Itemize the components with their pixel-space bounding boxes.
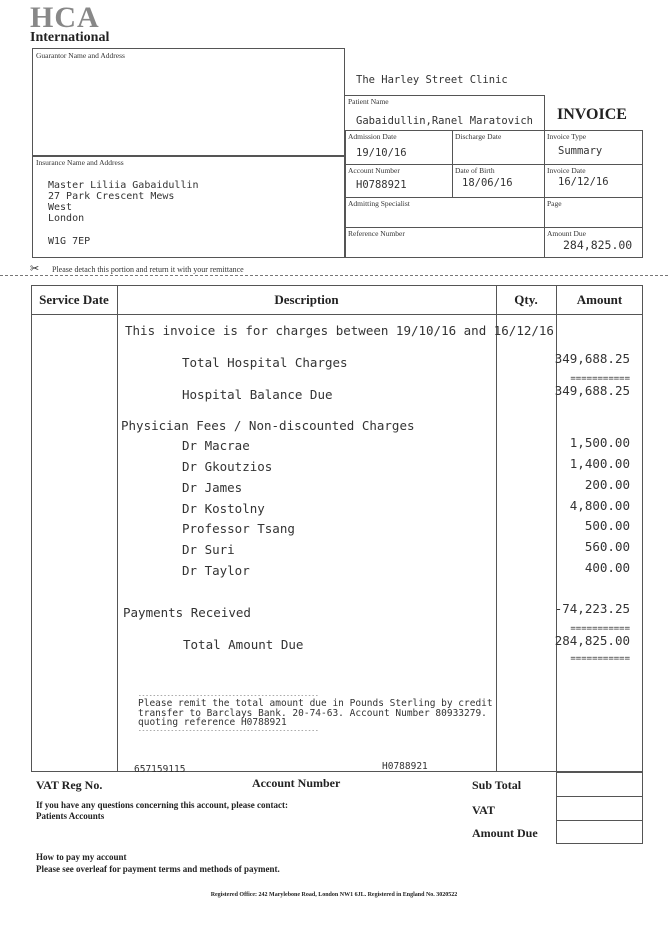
separator-3: =========== [570,654,630,664]
scissors-icon: ✂ [30,263,40,275]
insurance-line-1: Master Liliia Gabaidullin [48,180,199,191]
patients-accounts: Patients Accounts [36,811,105,821]
grid-line [345,197,643,198]
detach-line [0,275,668,276]
total-due-label: Total Amount Due [183,637,304,652]
hospital-balance-amount: 349,688.25 [554,383,630,398]
physician-name: Dr Macrae [182,438,250,453]
page-label: Page [547,199,562,208]
insurance-label: Insurance Name and Address [36,158,124,167]
detach-instruction: Please detach this portion and return it with your remittance [52,265,244,274]
separator-1: =========== [570,374,630,384]
physician-name: Dr James [182,480,243,495]
grid-line [345,227,643,228]
physician-name: Dr Kostolny [182,501,265,516]
guarantor-label: Guarantor Name and Address [36,51,125,60]
vat-value: 657159115 [134,764,186,775]
table-column-line [496,285,497,772]
physician-name: Dr Gkoutzios [182,459,273,474]
invoice-type-label: Invoice Type [547,132,587,141]
grid-line [452,130,453,197]
header-amount: Amount [576,292,623,307]
physician-amount: 560.00 [584,539,630,554]
total-hospital-amount: 349,688.25 [554,351,630,366]
invoice-date: 16/12/16 [558,176,609,188]
invoice-date-label: Invoice Date [547,166,586,175]
amount-due-footer-label: Amount Due [472,826,538,840]
grid-line [345,164,643,165]
amount-due-top: 284,825.00 [563,238,633,252]
remit-notice [138,693,493,734]
admission-date: 19/10/16 [356,147,407,159]
physician-amount: 1,400.00 [569,456,630,471]
physician-amount: 200.00 [584,477,630,492]
remit-line-3: quoting reference H0788921 [138,717,287,728]
date-of-birth: 18/06/16 [462,177,513,189]
registered-office: Registered Office: 242 Marylebone Road, London NW1 6JL. Registered in England No. 3020522 [210,892,458,898]
reference-number-label: Reference Number [348,229,405,238]
account-value: H0788921 [382,761,428,772]
physician-heading: Physician Fees / Non-discounted Charges [121,418,415,433]
physician-amount: 1,500.00 [569,435,630,450]
invoice-intro: This invoice is for charges between 19/10/16 and 16/12/16 [125,323,554,338]
admission-date-label: Admission Date [348,132,397,141]
sub-total-label: Sub Total [472,778,522,792]
physician-name: Dr Taylor [182,563,250,578]
total-hospital-label: Total Hospital Charges [182,355,348,370]
total-due-amount: 284,825.00 [554,633,630,648]
grid-line [345,95,545,96]
insurance-line-4: London [48,213,85,224]
admitting-specialist-label: Admitting Specialist [348,199,410,208]
invoice-type: Summary [558,145,603,157]
physician-name: Professor Tsang [182,521,295,536]
account-number: H0788921 [356,179,407,191]
dob-label: Date of Birth [455,166,495,175]
logo-subtitle: International [30,30,110,45]
account-number-footer-label: Account Number [252,776,341,790]
account-number-label: Account Number [348,166,400,175]
remit-line-2: transfer to Barclays Bank. 20-74-63. Account Number 80933279. [138,707,487,719]
discharge-date-label: Discharge Date [455,132,502,141]
payments-received-label: Payments Received [123,605,251,620]
physician-name: Dr Suri [182,542,235,557]
vat-label: VAT [472,803,495,817]
insurance-address [48,180,199,224]
hospital-balance-label: Hospital Balance Due [182,387,333,402]
payments-received-amount: -74,223.25 [554,601,630,616]
totals-box [556,772,643,844]
vat-reg-label: VAT Reg No. [36,778,103,792]
invoice-title: INVOICE [557,106,627,123]
header-service-date: Service Date [39,292,109,307]
header-qty: Qty. [514,292,538,307]
hca-logo: HCA [30,1,100,34]
remit-line-1: Please remit the total amount due in Pounds Sterling by credit [138,698,493,709]
physician-amount: 4,800.00 [569,498,630,513]
overleaf-note: Please see overleaf for payment terms and methods of payment. [36,864,280,874]
remit-dashes-top: -------------------------------------------------- [138,693,319,699]
totals-line [556,796,643,797]
insurance-line-3: West [48,202,73,213]
physician-amount: 500.00 [584,518,630,533]
table-header-line [31,314,643,315]
guarantor-box [32,48,345,156]
table-column-line [117,285,118,772]
physician-amount: 400.00 [584,560,630,575]
how-to-pay: How to pay my account [36,852,127,862]
patient-name-label: Patient Name [348,97,389,106]
grid-line [544,130,545,258]
questions-line: If you have any questions concerning this account, please contact: [36,800,289,810]
separator-2: =========== [570,624,630,634]
clinic-name: The Harley Street Clinic [356,74,508,86]
insurance-postcode: W1G 7EP [48,236,91,247]
remit-dashes-bottom: -------------------------------------------------- [138,727,319,734]
header-description: Description [274,292,339,307]
insurance-line-2: 27 Park Crescent Mews [48,191,175,202]
amount-due-label: Amount Due [547,229,586,238]
patient-name: Gabaidullin,Ranel Maratovich [356,115,534,127]
grid-line [544,95,545,130]
totals-line [556,820,643,821]
